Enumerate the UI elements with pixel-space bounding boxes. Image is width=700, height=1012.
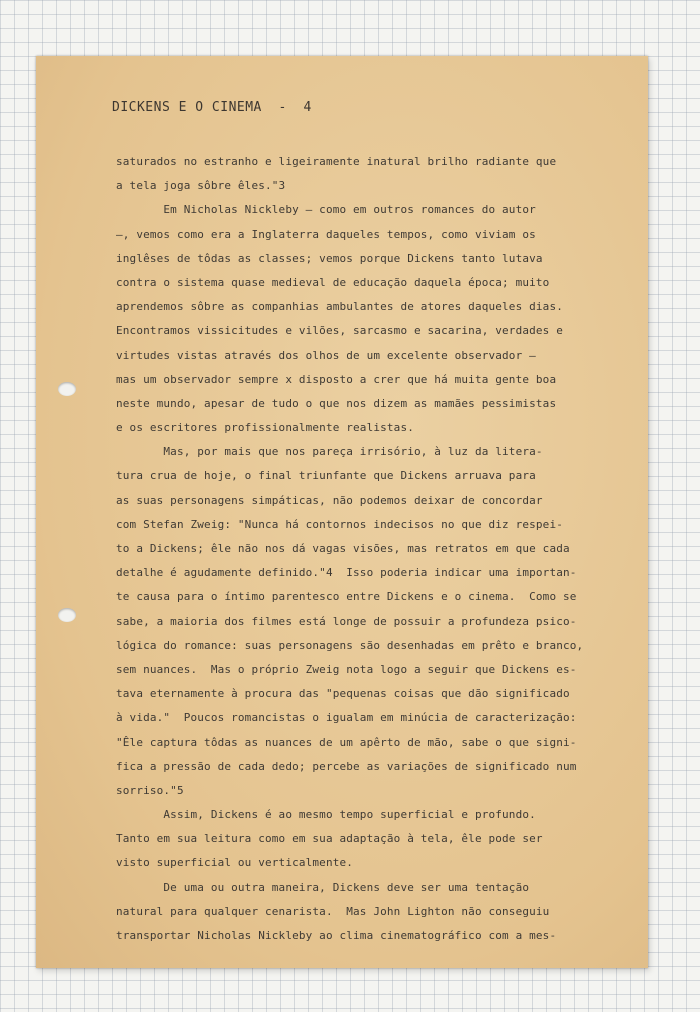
typewritten-page (36, 56, 648, 968)
page-body (116, 150, 616, 948)
text-line: Em Nicholas Nickleby — como em outros romances do autor (116, 203, 536, 217)
text-line: mas um observador sempre x disposto a crer que há muita gente boa (116, 372, 557, 386)
text-line: visto superficial ou verticalmente. (116, 856, 354, 870)
text-line: De uma ou outra maneira, Dickens deve ser uma tentação (116, 880, 530, 894)
text-line: e os escritores profissionalmente realistas. (116, 421, 414, 435)
text-line: as suas personagens simpáticas, não podemos deixar de concordar (116, 493, 543, 507)
text-line: fica a pressão de cada dedo; percebe as variações de significado num (116, 759, 577, 773)
text-line: com Stefan Zweig: "Nunca há contornos indecisos no que diz respei- (116, 517, 563, 531)
text-line: inglêses de tôdas as classes; vemos porque Dickens tanto lutava (116, 251, 543, 265)
text-line: to a Dickens; êle não nos dá vagas visões, mas retratos em que cada (116, 542, 570, 555)
text-line: Assim, Dickens é ao mesmo tempo superficial e profundo. (116, 808, 536, 822)
text-line: transportar Nicholas Nickleby ao clima cinematográfico com a mes- (116, 929, 557, 942)
text-line: tava eternamente à procura das "pequenas coisas que dão significado (116, 687, 570, 701)
text-line: —, vemos como era a Inglaterra daqueles tempos, como viviam os (116, 227, 536, 241)
text-line: Tanto em sua leitura como em sua adaptação à tela, êle pode ser (116, 832, 543, 846)
text-line: detalhe é agudamente definido."4 Isso poderia indicar uma importan- (116, 566, 577, 580)
text-line: te causa para o íntimo parentesco entre Dickens e o cinema. Como se (116, 590, 577, 604)
text-line: sorriso."5 (116, 783, 184, 797)
text-line: a tela joga sôbre êles."3 (116, 179, 286, 193)
text-line: natural para qualquer cenarista. Mas John Lighton não conseguiu (116, 904, 550, 918)
text-line: contra o sistema quase medieval de educação daquela época; muito (116, 275, 550, 289)
text-line: "Êle captura tôdas as nuances de um apêrto de mão, sabe o que signi- (116, 735, 577, 749)
page-header: DICKENS E O CINEMA - 4 (112, 100, 312, 115)
text-line: virtudes vistas através dos olhos de um excelente observador — (116, 348, 536, 362)
text-line: neste mundo, apesar de tudo o que nos dizem as mamães pessimistas (116, 396, 557, 410)
text-line: tura crua de hoje, o final triunfante que Dickens arruava para (116, 469, 536, 483)
text-line: Encontramos vissicitudes e vilões, sarcasmo e sacarina, verdades e (116, 324, 563, 338)
text-line: sabe, a maioria dos filmes está longe de possuir a profundeza psico- (116, 614, 577, 628)
text-line: lógica do romance: suas personagens são desenhadas em prêto e branco, (116, 638, 584, 652)
text-line: aprendemos sôbre as companhias ambulantes de atores daqueles dias. (116, 300, 563, 314)
punch-hole (58, 382, 76, 396)
punch-hole (58, 608, 76, 622)
text-line: Mas, por mais que nos pareça irrisório, à luz da litera- (116, 445, 543, 459)
text-line: sem nuances. Mas o próprio Zweig nota logo a seguir que Dickens es- (116, 662, 577, 676)
text-line: à vida." Poucos romancistas o igualam em minúcia de caracterização: (116, 711, 577, 725)
text-line: saturados no estranho e ligeiramente inatural brilho radiante que (116, 155, 557, 168)
